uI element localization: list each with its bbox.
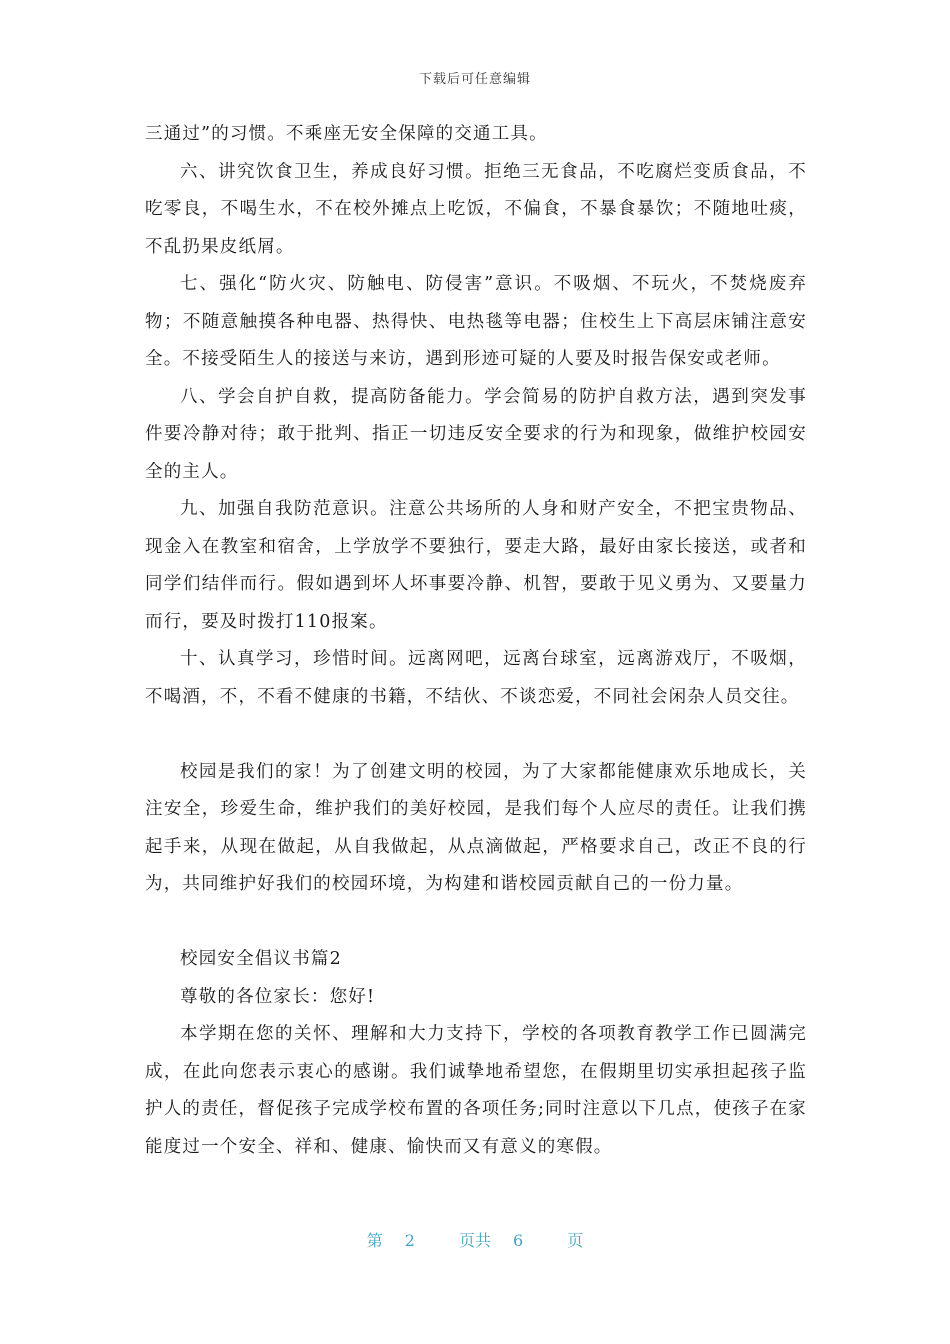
page-footer <box>0 1228 950 1251</box>
page-suffix: 页 <box>567 1231 584 1250</box>
page-header: 下载后可任意编辑 <box>418 72 531 87</box>
salutation: 尊敬的各位家长：您好! <box>180 986 376 1007</box>
paragraph-letter-intro: 本学期在您的关怀、理解和大力支持下，学校的各项教育教学工作已圆满完成，在此向您表示衷心的感谢。我们诚挚地希望您，在假期里切实承担起孩子监护人的责任，督促孩子完成学校布置的各项任务;同时注意以下几点，使孩子在家能度过一个安全、祥和、健康、愉快而又有意义的寒假。 <box>145 1024 807 1157</box>
document-body <box>145 116 807 1166</box>
paragraph-item-7: 七、强化“防火灾、防触电、防侵害”意识。不吸烟、不玩火，不焚烧废弃物；不随意触摸各种电器、热得快、电热毯等电器；住校生上下高层床铺注意安全。不接受陌生人的接送与来访，遇到形迹可疑的人要及时报告保安或老师。 <box>145 274 807 369</box>
paragraph-item-8: 八、学会自护自救，提高防备能力。学会简易的防护自救方法，遇到突发事件要冷静对待；敢于批判、指正一切违反安全要求的行为和现象，做维护校园安全的主人。 <box>145 386 807 482</box>
blank-line <box>145 904 807 942</box>
section-title: 校园安全倡议书篇2 <box>180 949 342 969</box>
paragraph-item-6: 六、讲究饮食卫生，养成良好习惯。拒绝三无食品，不吃腐烂变质食品，不吃零良，不喝生水，不在校外摊点上吃饭，不偏食，不暴食暴饮；不随地吐痰，不乱扔果皮纸屑。 <box>145 161 807 257</box>
paragraph-continuation: 三通过”的习惯。不乘座无安全保障的交通工具。 <box>145 124 548 144</box>
paragraph-item-10: 十、认真学习，珍惜时间。远离网吧，远离台球室，远离游戏厅，不吸烟，不喝酒，不，不看不健康的书籍，不结伙、不谈恋爱，不同社会闲杂人员交往。 <box>145 649 807 707</box>
page-number: 2 <box>404 1231 415 1250</box>
paragraph-item-9: 九、加强自我防范意识。注意公共场所的人身和财产安全，不把宝贵物品、现金入在教室和宿舍，上学放学不要独行，要走大路，最好由家长接送，或者和同学们结伴而行。假如遇到坏人坏事要冷静、机智，要敢于见义勇为、又要量力而行，要及时拨打110报案。 <box>145 499 807 632</box>
page-total: 6 <box>513 1231 524 1250</box>
paragraph-closing: 校园是我们的家！为了创建文明的校园，为了大家都能健康欢乐地成长，关注安全，珍爱生命，维护我们的美好校园，是我们每个人应尽的责任。让我们携起手来，从现在做起，从自我做起，从点滴做起，严格要求自己，改正不良的行为，共同维护好我们的校园环境，为构建和谐校园贡献自己的一份力量。 <box>145 761 807 894</box>
blank-line <box>145 716 807 754</box>
page-mid: 页共 <box>458 1231 491 1250</box>
page-prefix: 第 <box>366 1231 383 1250</box>
